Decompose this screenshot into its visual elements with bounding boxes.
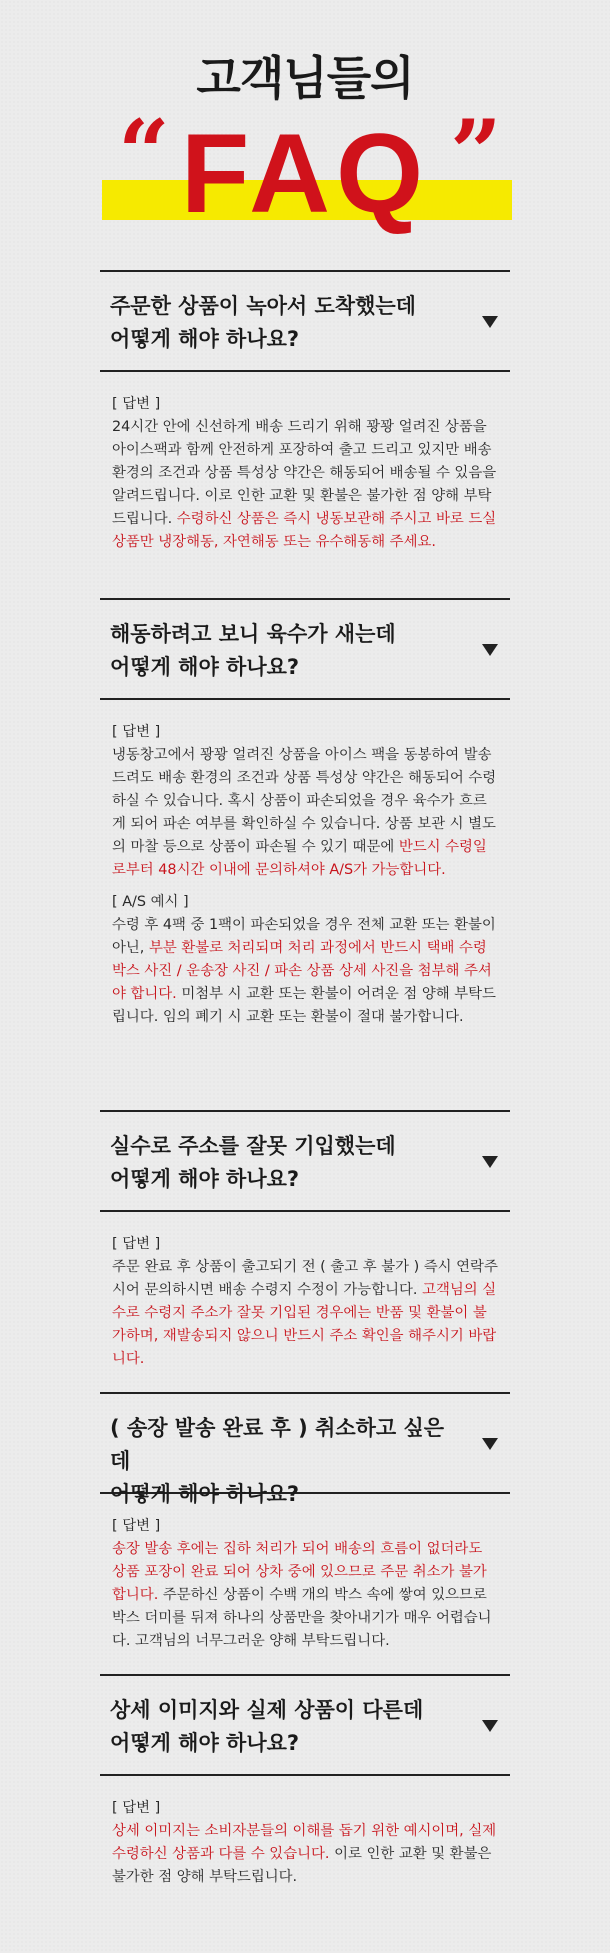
faq-item (0, 598, 610, 1110)
caret-down-icon[interactable] (482, 1156, 498, 1168)
faq-answer (100, 372, 510, 598)
as-example-label: [ A/S 예시 ] (112, 894, 189, 910)
faq-heading: FAQ (180, 111, 430, 236)
answer-text: 미첨부 시 교환 또는 환불이 어려운 점 양해 부탁드립니다. 임의 폐기 시 교환 또는 환불이 절대 불가합니다. (112, 986, 496, 1025)
faq-answer (100, 700, 510, 1110)
answer-block (112, 1233, 498, 1371)
faq-question[interactable] (100, 1674, 510, 1776)
answer-label: [ 답변 ] (112, 1236, 161, 1252)
answer-highlight-text: 송장 발송 후에는 집하 처리가 되어 배송의 흐름이 없더라도 상품 포장이 완료 되어 상차 중에 있으므로 주문 취소가 불가합니다. (112, 1541, 487, 1603)
answer-block (112, 721, 498, 882)
caret-down-icon[interactable] (482, 1438, 498, 1450)
answer-highlight-text: 수령하신 상품은 즉시 냉동보관해 주시고 바로 드실 상품만 냉장해동, 자연해동 또는 유수해동해 주세요. (112, 511, 497, 550)
answer-highlight-text: 고객님의 실수로 수령지 주소가 잘못 기입된 경우에는 반품 및 환불이 불가하며, 재발송되지 않으니 반드시 주소 확인을 해주시기 바랍니다. (112, 1282, 497, 1367)
answer-text: 이로 인한 교환 및 환불은 불가한 점 양해 부탁드립니다. (112, 1846, 492, 1885)
faq-item (0, 1392, 610, 1674)
answer-highlight-text: 상세 이미지는 소비자분들의 이해를 돕기 위한 예시이며, 실제 수령하신 상품과 다를 수 있습니다. (112, 1823, 497, 1862)
answer-label: [ 답변 ] (112, 1800, 161, 1816)
faq-list (0, 270, 610, 1916)
answer-label: [ 답변 ] (112, 1518, 161, 1534)
caret-down-icon[interactable] (482, 644, 498, 656)
question-text: 상세 이미지와 실제 상품이 다른데 어떻게 해야 하나요? (110, 1698, 424, 1755)
answer-highlight-text: 부분 환불로 처리되며 처리 과정에서 반드시 택배 수령 박스 사진 / 운송장 사진 / 파손 상품 상세 사진을 첨부해 주셔야 합니다. (112, 940, 492, 1002)
faq-item (0, 1674, 610, 1916)
answer-text: 주문 완료 후 상품이 출고되기 전 ( 출고 후 불가 ) 즉시 연락주시어 문의하시면 배송 수령지 수정이 가능합니다. (112, 1259, 498, 1298)
open-quote-mark: “ (118, 100, 170, 206)
answer-highlight-text: 반드시 수령일로부터 48시간 이내에 문의하셔야 A/S가 가능합니다. (112, 839, 487, 878)
answer-text: 주문하신 상품이 수백 개의 박스 속에 쌓여 있으므로 박스 더미를 뒤져 하나의 상품만을 찾아내기가 매우 어렵습니다. 고객님의 너무그러운 양해 부탁드립니다. (112, 1587, 492, 1649)
page-title: 고객님들의 (196, 51, 414, 105)
faq-answer (100, 1776, 510, 1916)
answer-text: 냉동창고에서 꽝꽝 얼려진 상품을 아이스 팩을 동봉하여 발송 드려도 배송 환경의 조건과 상품 특성상 약간은 해동되어 수령하실 수 있습니다. 혹시 상품이 파손되었을 경우 육수가 흐르게 되어 파손 여부를 확인하실 수 있습니다. 상품 보관 시 별도의 마찰 등으로 상품이 파손될 수 있기 때문에 (112, 747, 497, 855)
question-text: ( 송장 발송 완료 후 ) 취소하고 싶은데 어떻게 해야 하나요? (110, 1416, 445, 1506)
answer-label: [ 답변 ] (112, 396, 161, 412)
caret-down-icon[interactable] (482, 316, 498, 328)
question-text: 실수로 주소를 잘못 기입했는데 어떻게 해야 하나요? (110, 1134, 396, 1191)
answer-text: 수령 후 4팩 중 1팩이 파손되었을 경우 전체 교환 또는 환불이 아닌, (112, 917, 496, 956)
answer-block (112, 1797, 498, 1889)
answer-block (112, 1515, 498, 1653)
question-text: 주문한 상품이 녹아서 도착했는데 어떻게 해야 하나요? (110, 294, 416, 351)
answer-block (112, 393, 498, 554)
faq-item (0, 270, 610, 598)
question-text: 해동하려고 보니 육수가 새는데 어떻게 해야 하나요? (110, 622, 396, 679)
as-example-block (112, 891, 498, 1029)
faq-question[interactable] (100, 1392, 510, 1506)
faq-answer (100, 1212, 510, 1392)
close-quote-mark: ” (450, 100, 502, 206)
caret-down-icon[interactable] (482, 1720, 498, 1732)
faq-question[interactable] (100, 1110, 510, 1212)
answer-text: 24시간 안에 신선하게 배송 드리기 위해 꽝꽝 얼려진 상품을 아이스팩과 함께 안전하게 포장하여 출고 드리고 있지만 배송 환경의 조건과 상품 특성상 약간은 해동되어 배송될 수 있음을 알려드립니다. 이로 인한 교환 및 환불은 불가한 점 양해 부탁드립니다. (112, 419, 497, 527)
faq-answer (100, 1494, 510, 1674)
faq-question[interactable] (100, 270, 510, 372)
answer-label: [ 답변 ] (112, 724, 161, 740)
page-header (0, 0, 610, 240)
faq-question[interactable] (100, 598, 510, 700)
faq-item (0, 1110, 610, 1392)
